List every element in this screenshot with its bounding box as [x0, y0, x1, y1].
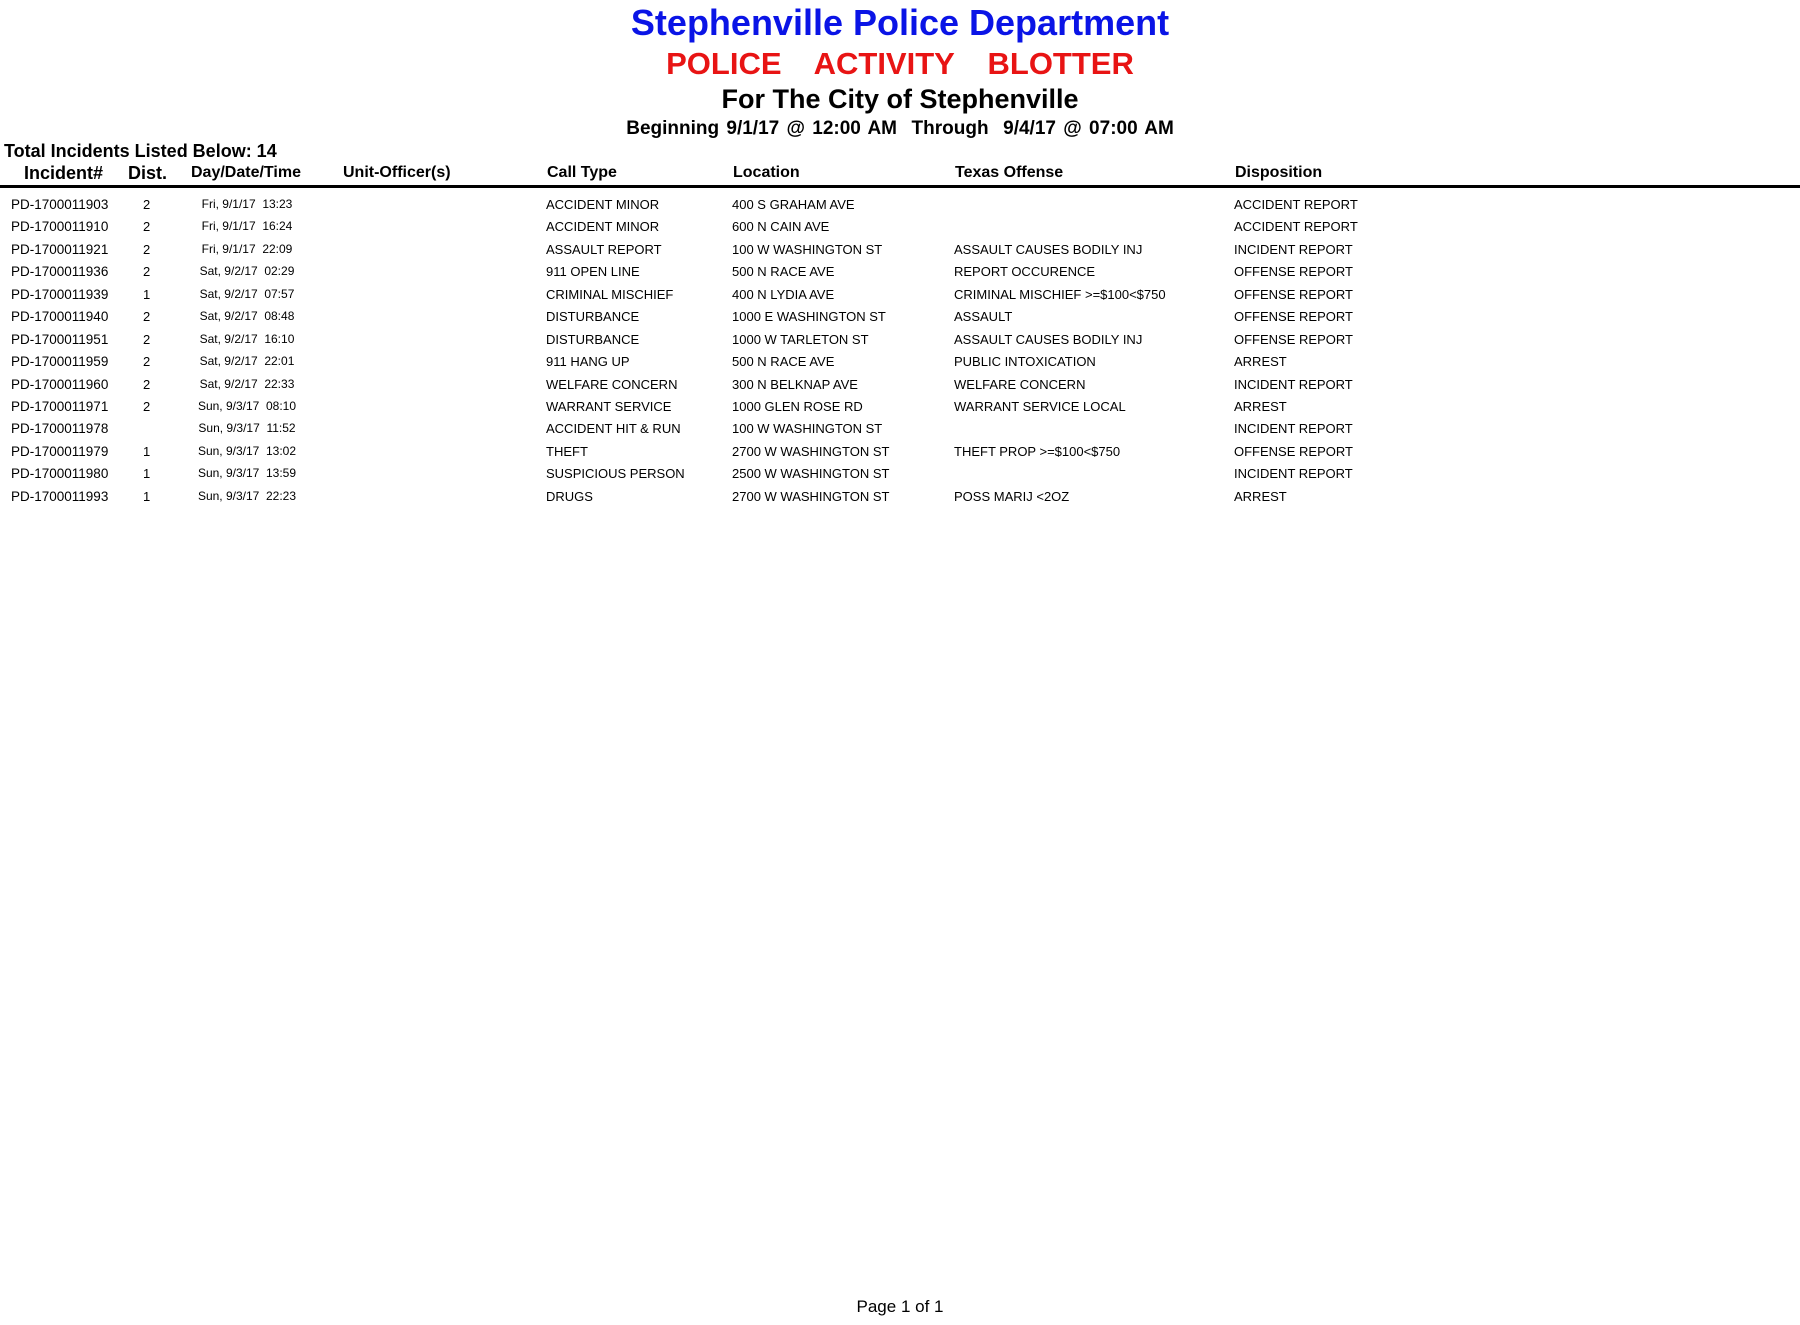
- location-cell: 600 N CAIN AVE: [732, 219, 830, 235]
- table-row: [0, 399, 1800, 421]
- district-cell: 2: [143, 331, 151, 347]
- texas-offense-cell: WELFARE CONCERN: [954, 376, 1086, 392]
- location-cell: 2500 W WASHINGTON ST: [732, 466, 890, 482]
- district-cell: 2: [143, 241, 151, 257]
- day-date-time-cell: Sun, 9/3/17 13:59: [197, 466, 297, 481]
- texas-offense-cell: CRIMINAL MISCHIEF >=$100<$750: [954, 286, 1166, 302]
- incident-number-cell: PD-1700011993: [11, 488, 109, 504]
- call-type-cell: ACCIDENT HIT & RUN: [546, 421, 681, 437]
- call-type-cell: 911 OPEN LINE: [546, 264, 640, 280]
- incident-number-cell: PD-1700011936: [11, 264, 109, 280]
- blotter-subtitle: POLICE ACTIVITY BLOTTER: [666, 46, 1134, 81]
- district-cell: 2: [143, 398, 151, 414]
- date-range: Beginning 9/1/17 @ 12:00 AM Through 9/4/17 @ 07:00 AM: [626, 118, 1174, 139]
- column-header-disposition: Disposition: [1235, 164, 1323, 181]
- column-header-incident: Incident#: [24, 163, 104, 183]
- call-type-cell: SUSPICIOUS PERSON: [546, 466, 685, 482]
- call-type-cell: CRIMINAL MISCHIEF: [546, 286, 674, 302]
- incident-number-cell: PD-1700011951: [11, 331, 109, 347]
- incident-number-cell: PD-1700011939: [11, 286, 109, 302]
- texas-offense-cell: REPORT OCCURENCE: [954, 264, 1096, 280]
- day-date-time-cell: Fri, 9/1/17 16:24: [201, 219, 293, 234]
- disposition-cell: ARREST: [1234, 488, 1287, 504]
- call-type-cell: DISTURBANCE: [546, 309, 640, 325]
- incident-number-cell: PD-1700011903: [11, 197, 109, 212]
- location-cell: 1000 W TARLETON ST: [732, 331, 869, 347]
- incident-table: [0, 197, 1800, 511]
- call-type-cell: 911 HANG UP: [546, 354, 630, 370]
- disposition-cell: INCIDENT REPORT: [1234, 466, 1353, 482]
- call-type-cell: WARRANT SERVICE: [546, 398, 672, 414]
- header-divider: [0, 185, 1800, 188]
- table-row: [0, 377, 1800, 399]
- district-cell: 2: [143, 354, 151, 370]
- day-date-time-cell: Sat, 9/2/17 22:01: [199, 354, 295, 369]
- location-cell: 400 S GRAHAM AVE: [732, 197, 855, 212]
- incident-number-cell: PD-1700011980: [11, 466, 109, 482]
- district-cell: 2: [143, 197, 151, 212]
- disposition-cell: ARREST: [1234, 398, 1287, 414]
- disposition-cell: OFFENSE REPORT: [1234, 331, 1353, 347]
- city-line: For The City of Stephenville: [721, 84, 1079, 114]
- location-cell: 500 N RACE AVE: [732, 264, 835, 280]
- day-date-time-cell: Sun, 9/3/17 22:23: [197, 488, 297, 503]
- incident-number-cell: PD-1700011959: [11, 354, 109, 370]
- disposition-cell: INCIDENT REPORT: [1234, 376, 1353, 392]
- total-incidents: Total Incidents Listed Below: 14: [4, 141, 277, 161]
- disposition-cell: ACCIDENT REPORT: [1234, 219, 1358, 235]
- day-date-time-cell: Sun, 9/3/17 11:52: [198, 421, 296, 436]
- location-cell: 2700 W WASHINGTON ST: [732, 488, 890, 504]
- table-row: [0, 309, 1800, 331]
- day-date-time-cell: Sat, 9/2/17 22:33: [199, 376, 295, 391]
- texas-offense-cell: ASSAULT CAUSES BODILY INJ: [954, 241, 1143, 257]
- table-row: [0, 444, 1800, 466]
- disposition-cell: ARREST: [1234, 354, 1287, 370]
- location-cell: 1000 GLEN ROSE RD: [732, 398, 863, 414]
- department-title: Stephenville Police Department: [630, 2, 1170, 43]
- incident-number-cell: PD-1700011940: [11, 309, 109, 325]
- texas-offense-cell: POSS MARIJ <2OZ: [954, 488, 1070, 504]
- call-type-cell: ACCIDENT MINOR: [546, 219, 660, 235]
- texas-offense-cell: WARRANT SERVICE LOCAL: [954, 398, 1126, 414]
- disposition-cell: OFFENSE REPORT: [1234, 286, 1353, 302]
- day-date-time-cell: Sun, 9/3/17 13:02: [197, 443, 297, 458]
- day-date-time-cell: Sat, 9/2/17 07:57: [199, 286, 295, 301]
- column-header-call-type: Call Type: [547, 164, 617, 181]
- table-row: [0, 466, 1800, 488]
- day-date-time-cell: Sat, 9/2/17 02:29: [199, 264, 295, 279]
- district-cell: 1: [143, 443, 151, 459]
- texas-offense-cell: ASSAULT: [954, 309, 1013, 325]
- call-type-cell: DISTURBANCE: [546, 331, 640, 347]
- location-cell: 2700 W WASHINGTON ST: [732, 443, 890, 459]
- column-header-unit: Unit-Officer(s): [343, 164, 451, 181]
- call-type-cell: THEFT: [546, 443, 588, 459]
- column-header-dist: Dist.: [128, 163, 168, 183]
- district-cell: 2: [143, 376, 151, 392]
- incident-number-cell: PD-1700011979: [11, 443, 109, 459]
- district-cell: 2: [143, 219, 151, 235]
- day-date-time-cell: Fri, 9/1/17 22:09: [201, 241, 293, 256]
- table-row: [0, 197, 1800, 219]
- disposition-cell: OFFENSE REPORT: [1234, 309, 1353, 325]
- district-cell: 1: [143, 286, 151, 302]
- incident-number-cell: PD-1700011910: [11, 219, 109, 235]
- incident-number-cell: PD-1700011921: [11, 241, 109, 257]
- disposition-cell: ACCIDENT REPORT: [1234, 197, 1358, 212]
- column-header-location: Location: [733, 164, 800, 181]
- district-cell: 1: [143, 488, 151, 504]
- district-cell: 2: [143, 309, 151, 325]
- location-cell: 400 N LYDIA AVE: [732, 286, 835, 302]
- location-cell: 500 N RACE AVE: [732, 354, 835, 370]
- table-row: [0, 332, 1800, 354]
- call-type-cell: WELFARE CONCERN: [546, 376, 678, 392]
- column-header-datetime: Day/Date/Time: [191, 164, 301, 181]
- day-date-time-cell: Fri, 9/1/17 13:23: [201, 197, 293, 211]
- disposition-cell: OFFENSE REPORT: [1234, 443, 1353, 459]
- table-row: [0, 219, 1800, 241]
- call-type-cell: ASSAULT REPORT: [546, 241, 662, 257]
- page-number: Page 1 of 1: [856, 1297, 944, 1316]
- table-row: [0, 354, 1800, 376]
- incident-number-cell: PD-1700011971: [11, 398, 109, 414]
- texas-offense-cell: ASSAULT CAUSES BODILY INJ: [954, 331, 1143, 347]
- table-row: [0, 489, 1800, 511]
- day-date-time-cell: Sat, 9/2/17 08:48: [199, 309, 295, 324]
- district-cell: 2: [143, 264, 151, 280]
- disposition-cell: OFFENSE REPORT: [1234, 264, 1353, 280]
- disposition-cell: INCIDENT REPORT: [1234, 241, 1353, 257]
- texas-offense-cell: PUBLIC INTOXICATION: [954, 354, 1096, 370]
- table-row: [0, 264, 1800, 286]
- location-cell: 100 W WASHINGTON ST: [732, 421, 883, 437]
- texas-offense-cell: THEFT PROP >=$100<$750: [954, 443, 1121, 459]
- location-cell: 1000 E WASHINGTON ST: [732, 309, 886, 325]
- day-date-time-cell: Sun, 9/3/17 08:10: [197, 398, 297, 413]
- location-cell: 300 N BELKNAP AVE: [732, 376, 858, 392]
- incident-number-cell: PD-1700011960: [11, 376, 109, 392]
- call-type-cell: ACCIDENT MINOR: [546, 197, 660, 212]
- table-row: [0, 242, 1800, 264]
- day-date-time-cell: Sat, 9/2/17 16:10: [199, 331, 295, 346]
- district-cell: 1: [143, 466, 151, 482]
- column-header-offense: Texas Offense: [955, 164, 1064, 181]
- table-row: [0, 421, 1800, 443]
- call-type-cell: DRUGS: [546, 488, 593, 504]
- table-row: [0, 287, 1800, 309]
- location-cell: 100 W WASHINGTON ST: [732, 241, 883, 257]
- incident-number-cell: PD-1700011978: [11, 421, 109, 437]
- disposition-cell: INCIDENT REPORT: [1234, 421, 1353, 437]
